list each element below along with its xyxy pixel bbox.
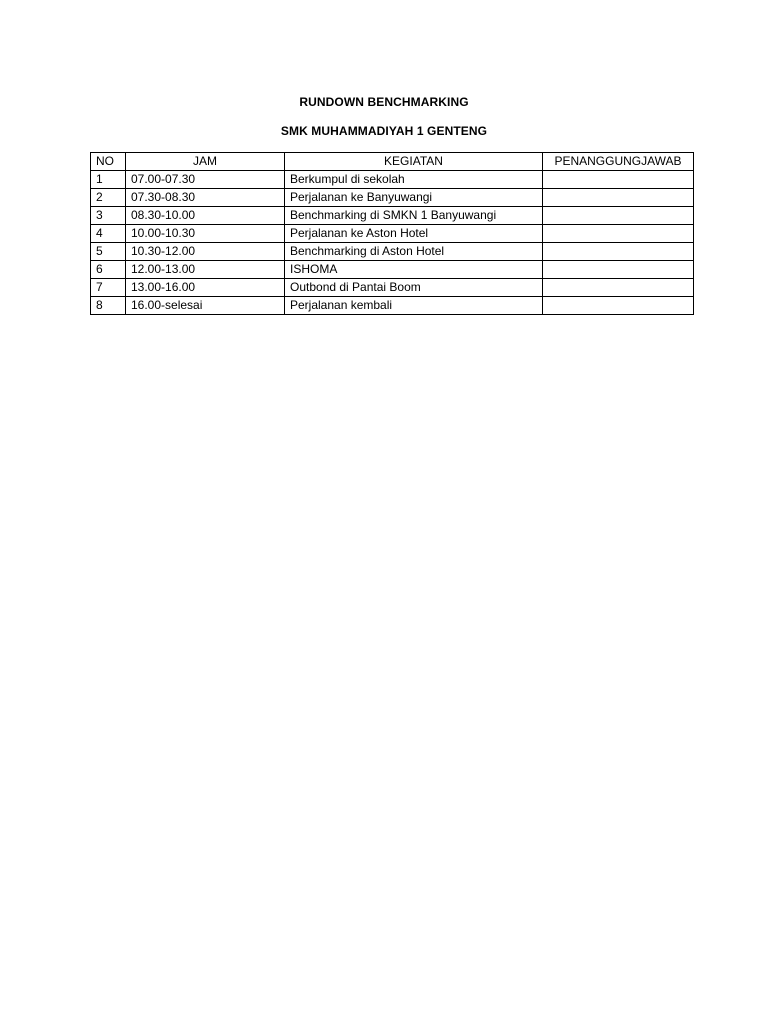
- cell-kegiatan: ISHOMA: [285, 261, 543, 279]
- table-header-row: [91, 153, 694, 171]
- cell-kegiatan: Perjalanan kembali: [285, 297, 543, 315]
- cell-kegiatan: Benchmarking di SMKN 1 Banyuwangi: [285, 207, 543, 225]
- table-row: [91, 207, 694, 225]
- header-kegiatan: KEGIATAN: [285, 153, 543, 171]
- table-row: [91, 225, 694, 243]
- table-row: [91, 297, 694, 315]
- table-row: [91, 279, 694, 297]
- header-penanggungjawab: PENANGGUNGJAWAB: [543, 153, 694, 171]
- cell-no: 6: [91, 261, 126, 279]
- cell-penanggungjawab: [543, 225, 694, 243]
- table-row: [91, 243, 694, 261]
- cell-jam: 07.30-08.30: [126, 189, 285, 207]
- cell-kegiatan: Berkumpul di sekolah: [285, 171, 543, 189]
- header-no: NO: [91, 153, 126, 171]
- cell-jam: 07.00-07.30: [126, 171, 285, 189]
- cell-penanggungjawab: [543, 261, 694, 279]
- document-title: RUNDOWN BENCHMARKING: [299, 95, 469, 109]
- cell-jam: 13.00-16.00: [126, 279, 285, 297]
- cell-no: 7: [91, 279, 126, 297]
- cell-penanggungjawab: [543, 171, 694, 189]
- cell-jam: 10.30-12.00: [126, 243, 285, 261]
- cell-penanggungjawab: [543, 243, 694, 261]
- cell-kegiatan: Perjalanan ke Aston Hotel: [285, 225, 543, 243]
- table-row: [91, 189, 694, 207]
- cell-jam: 10.00-10.30: [126, 225, 285, 243]
- table-row: [91, 261, 694, 279]
- cell-kegiatan: Outbond di Pantai Boom: [285, 279, 543, 297]
- cell-no: 5: [91, 243, 126, 261]
- header-jam: JAM: [126, 153, 285, 171]
- cell-no: 3: [91, 207, 126, 225]
- cell-penanggungjawab: [543, 207, 694, 225]
- cell-kegiatan: Benchmarking di Aston Hotel: [285, 243, 543, 261]
- cell-no: 1: [91, 171, 126, 189]
- cell-kegiatan: Perjalanan ke Banyuwangi: [285, 189, 543, 207]
- cell-penanggungjawab: [543, 297, 694, 315]
- document-subtitle: SMK MUHAMMADIYAH 1 GENTENG: [280, 124, 488, 138]
- cell-jam: 08.30-10.00: [126, 207, 285, 225]
- table-row: [91, 171, 694, 189]
- cell-penanggungjawab: [543, 279, 694, 297]
- cell-no: 4: [91, 225, 126, 243]
- rundown-table: [90, 152, 694, 315]
- cell-no: 2: [91, 189, 126, 207]
- cell-jam: 12.00-13.00: [126, 261, 285, 279]
- cell-penanggungjawab: [543, 189, 694, 207]
- cell-no: 8: [91, 297, 126, 315]
- cell-jam: 16.00-selesai: [126, 297, 285, 315]
